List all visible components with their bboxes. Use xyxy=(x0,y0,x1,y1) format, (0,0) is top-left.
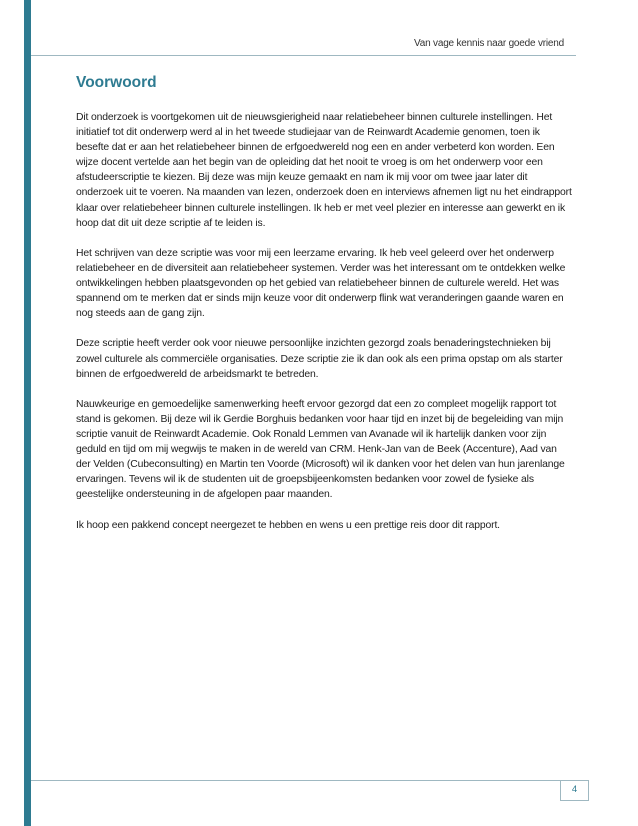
paragraph: Dit onderzoek is voortgekomen uit de nieuwsgierigheid naar relatiebeheer binnen culturele instellingen. Het initiatief tot dit onderwerp werd al in het tweede studiejaar van de Reinwardt Academie genomen, toen ik besefte dat er aan het relatiebeheer binnen de erfgoedwereld nog een en ander verbeterd kon worden. Een wijze docent vertelde aan het begin van de opleiding dat het nooit te vroeg is om het onderwerp voor een afstudeerscriptie te kiezen. Bij deze was mijn keuze gemaakt en nam ik mij voor om twee jaar later dit onderzoek uit te voeren. Na maanden van lezen, onderzoek doen en interviews afnemen ligt nu het eindrapport klaar over relatiebeheer binnen culturele instellingen. Ik heb er met veel plezier en interesse aan gewerkt en ik hoop dat dit uit deze scriptie af te leiden is. xyxy=(76,112,572,229)
paragraph: Deze scriptie heeft verder ook voor nieuwe persoonlijke inzichten gezorgd zoals benaderingstechnieken bij zowel culturele als commerciële organisaties. Deze scriptie zie ik dan ook als een prima opstap om als starter binnen de erfgoedwereld de arbeidsmarkt te betreden. xyxy=(76,338,563,380)
page-title: Voorwoord xyxy=(76,74,157,91)
footer-divider xyxy=(31,780,589,781)
paragraph: Het schrijven van deze scriptie was voor mij een leerzame ervaring. Ik heb veel geleerd over het onderwerp relatiebeheer en de diversiteit aan relatiebeheer systemen. Verder was het interessant om te ontdekken welke ontwikkelingen hebben plaatsgevonden op het gebied van relatiebeheer binnen de culturele wereld. Het was spannend om te merken dat er sinds mijn keuze voor dit onderwerp flink wat veranderingen gaande waren en nog steeds aan de gang zijn. xyxy=(76,247,566,320)
left-accent-bar xyxy=(24,0,31,826)
paragraph: Nauwkeurige en gemoedelijke samenwerking heeft ervoor gezorgd dat een zo compleet mogelijk rapport tot stand is gekomen. Bij deze wil ik Gerdie Borghuis bedanken voor haar tijd en inzet bij de begeleiding van mijn scriptie vanuit de Reinwardt Academie. Ook Ronald Lemmen van Avanade wil ik hartelijk danken voor zijn geduld en tijd om mij wegwijs te maken in de wereld van CRM. Henk-Jan van de Beek (Accenture), Aad van der Velden (Cubeconsulting) en Martin ten Voorde (Microsoft) wil ik danken voor het delen van hun jarenlange ervaringen. Tevens wil ik de studenten uit de groepsbijeenkomsten bedanken voor zowel de fysieke als geestelijke ondersteuning in de afgelopen paar maanden. xyxy=(76,398,565,501)
header-divider xyxy=(31,55,576,56)
page-number: 4 xyxy=(560,780,589,801)
running-header: Van vage kennis naar goede vriend xyxy=(414,38,564,49)
body-text xyxy=(76,110,572,548)
paragraph: Ik hoop een pakkend concept neergezet te hebben en wens u een prettige reis door dit rapport. xyxy=(76,519,500,531)
